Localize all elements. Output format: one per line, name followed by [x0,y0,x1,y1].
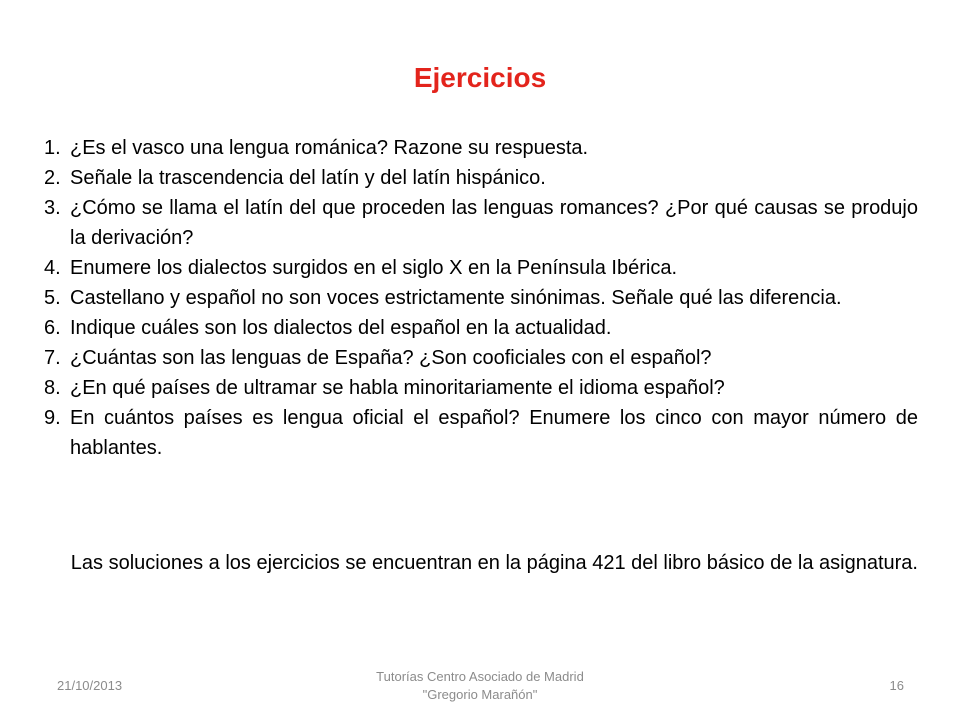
solutions-note: Las soluciones a los ejercicios se encuentran en la página 421 del libro básico de la asignatura. [70,552,918,574]
list-item [44,403,918,463]
slide-title: Ejercicios [413,62,547,93]
list-item [44,253,918,283]
footer-page-number: 16 [889,678,904,693]
item-number: 9. [44,407,61,429]
list-item [44,193,918,253]
item-text: ¿En qué países de ultramar se habla minoritariamente el idioma español? [70,377,725,399]
list-item [44,163,918,193]
list-item [44,313,918,343]
item-number: 5. [44,287,61,309]
item-text: En cuántos países es lengua oficial el español? Enumere los cinco con mayor número de hablantes. [70,407,918,459]
item-text: Indique cuáles son los dialectos del español en la actualidad. [70,317,612,339]
item-number: 3. [44,197,61,219]
footer-line-2: "Gregorio Marañón" [422,687,538,702]
footer-center-text [330,668,630,704]
item-text: Enumere los dialectos surgidos en el siglo X en la Península Ibérica. [70,257,678,279]
item-text: Castellano y español no son voces estrictamente sinónimas. Señale qué las diferencia. [70,287,842,309]
list-item [44,133,918,163]
item-text: ¿Cuántas son las lenguas de España? ¿Son cooficiales con el español? [70,347,712,369]
item-number: 2. [44,167,61,189]
list-item [44,343,918,373]
item-text: Señale la trascendencia del latín y del latín hispánico. [70,167,546,189]
list-item [44,283,918,313]
footer-line-1: Tutorías Centro Asociado de Madrid [376,669,584,684]
item-text: ¿Cómo se llama el latín del que proceden las lenguas romances? ¿Por qué causas se produjo la derivación? [70,197,918,249]
footer-date: 21/10/2013 [57,678,123,693]
exercise-list [44,133,918,463]
item-number: 6. [44,317,61,339]
item-number: 4. [44,257,61,279]
item-text: ¿Es el vasco una lengua románica? Razone su respuesta. [70,137,589,159]
list-item [44,373,918,403]
item-number: 1. [44,137,61,159]
item-number: 8. [44,377,61,399]
item-number: 7. [44,347,61,369]
